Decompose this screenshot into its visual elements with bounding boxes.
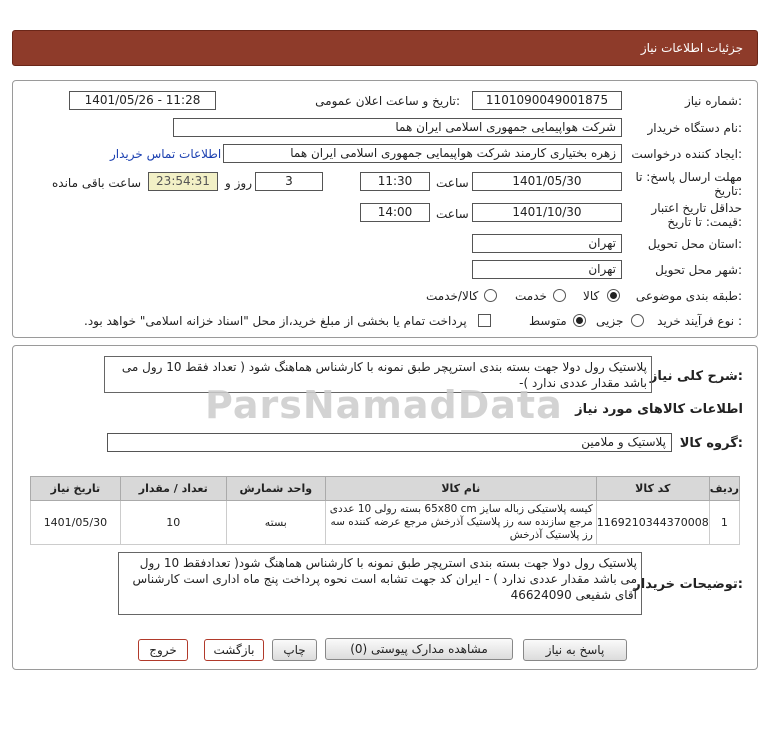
goods-section-title: اطلاعات کالاهای مورد نیاز — [575, 402, 743, 417]
process-medium-label: متوسط — [529, 314, 567, 328]
province-field[interactable]: تهران — [472, 234, 622, 253]
city-label: شهر محل تحویل: — [655, 263, 742, 277]
need-number-field[interactable]: 1101090049001875 — [472, 91, 622, 110]
treasury-payment-note: پرداخت تمام یا بخشی از مبلغ خرید،از محل "اسناد خزانه اسلامی" خواهد بود. — [84, 314, 467, 328]
process-minor-label: جزیی — [596, 314, 624, 328]
buyer-field[interactable]: شرکت هواپیمایی جمهوری اسلامی ایران هما — [173, 118, 622, 137]
col-name: نام کالا — [325, 477, 596, 501]
announce-field[interactable]: 1401/05/26 - 11:28 — [69, 91, 216, 110]
buyer-label: نام دستگاه خریدار: — [647, 121, 742, 135]
need-number-label: شماره نیاز: — [684, 94, 742, 108]
row-code: 1169210344370008 — [596, 501, 709, 545]
attachments-button[interactable]: مشاهده مدارک پیوستی (0) — [325, 638, 513, 660]
validity-label: حداقل تاریخ اعتبار — [651, 201, 742, 215]
validity-label-line2: قیمت: تا تاریخ: — [667, 215, 742, 229]
col-date: تاریخ نیاز — [31, 477, 121, 501]
col-code: کد کالا — [596, 477, 709, 501]
col-index: ردیف — [709, 477, 739, 501]
col-unit: واحد شمارش — [226, 477, 325, 501]
deadline-label-line2: تاریخ: — [714, 184, 742, 198]
remaining-time-field: 23:54:31 — [148, 172, 218, 191]
exit-button[interactable]: خروج — [138, 639, 188, 661]
deadline-time-label: ساعت — [436, 176, 469, 190]
deadline-label: مهلت ارسال پاسخ: تا — [635, 170, 742, 184]
days-label: روز و — [225, 176, 252, 190]
remaining-label: ساعت باقی مانده — [52, 176, 142, 190]
category-service-radio[interactable] — [553, 289, 566, 302]
goods-group-field[interactable]: پلاستیک و ملامین — [107, 433, 672, 452]
buyer-notes-label: توضیحات خریدار: — [633, 577, 743, 592]
buyer-notes-text: پلاستیک رول دولا جهت بسته بندی استرپچر طبق نمونه با کارشناس هماهنگ شود( تعدادفقط 10 رول می باشد مقدار عددی ندارد ) - ایران کد جهت تشابه است نحوه پرداخت پنج ماه اداری است کارشناس آقای شفیعی 46624090 — [118, 552, 642, 615]
category-goods-label: کالا — [583, 289, 600, 303]
col-qty: تعداد / مقدار — [120, 477, 226, 501]
row-qty: 10 — [120, 501, 226, 545]
creator-label: ایجاد کننده درخواست: — [631, 147, 742, 161]
back-button[interactable]: بازگشت — [204, 639, 264, 661]
category-service-label: خدمت — [515, 289, 547, 303]
creator-field[interactable]: زهره بختیاری کارمند شرکت هواپیمایی جمهوری اسلامی ایران هما — [223, 144, 622, 163]
category-goods-service-label: کالا/خدمت — [426, 289, 479, 303]
city-field[interactable]: تهران — [472, 260, 622, 279]
reply-button[interactable]: پاسخ به نیاز — [523, 639, 627, 661]
row-index: 1 — [709, 501, 739, 545]
category-goods-service-radio[interactable] — [484, 289, 497, 302]
print-button[interactable]: چاپ — [272, 639, 317, 661]
page-header — [12, 30, 758, 66]
process-medium-radio[interactable] — [573, 314, 586, 327]
validity-time-label: ساعت — [436, 207, 469, 221]
buyer-contact-link[interactable]: اطلاعات تماس خریدار — [110, 147, 222, 161]
days-field[interactable]: 3 — [255, 172, 323, 191]
deadline-time-field[interactable]: 11:30 — [360, 172, 430, 191]
treasury-payment-checkbox[interactable] — [478, 314, 491, 327]
summary-text: پلاستیک رول دولا جهت بسته بندی استرپچر طبق نمونه با کارشناس هماهنگ شود ( تعداد فقط 10 رول می باشد مقدار عددی ندارد )- — [104, 356, 652, 393]
watermark-text: ParsNamadData — [205, 383, 563, 427]
table-row[interactable] — [31, 501, 740, 545]
row-name: کیسه پلاستیکی زباله سایز 65x80 cm بسته رولی 10 عددی مرجع سازنده سه رز پلاستیک آذرخش مرجع عرضه کننده سه رز پلاستیک آذرخش — [325, 501, 596, 545]
goods-table — [30, 476, 740, 545]
validity-date-field[interactable]: 1401/10/30 — [472, 203, 622, 222]
category-goods-radio[interactable] — [607, 289, 620, 302]
row-unit: بسته — [226, 501, 325, 545]
summary-label: شرح کلی نیاز: — [649, 369, 743, 384]
deadline-date-field[interactable]: 1401/05/30 — [472, 172, 622, 191]
category-label: طبقه بندی موضوعی: — [635, 289, 742, 303]
row-date: 1401/05/30 — [31, 501, 121, 545]
goods-table-header — [31, 477, 740, 501]
validity-time-field[interactable]: 14:00 — [360, 203, 430, 222]
process-minor-radio[interactable] — [631, 314, 644, 327]
process-label: نوع فرآیند خرید : — [657, 314, 742, 328]
goods-group-label: گروه کالا: — [679, 436, 743, 451]
page-title: جزئیات اطلاعات نیاز — [640, 41, 743, 55]
province-label: استان محل تحویل: — [647, 237, 742, 251]
announce-label: تاریخ و ساعت اعلان عمومی: — [315, 94, 460, 108]
